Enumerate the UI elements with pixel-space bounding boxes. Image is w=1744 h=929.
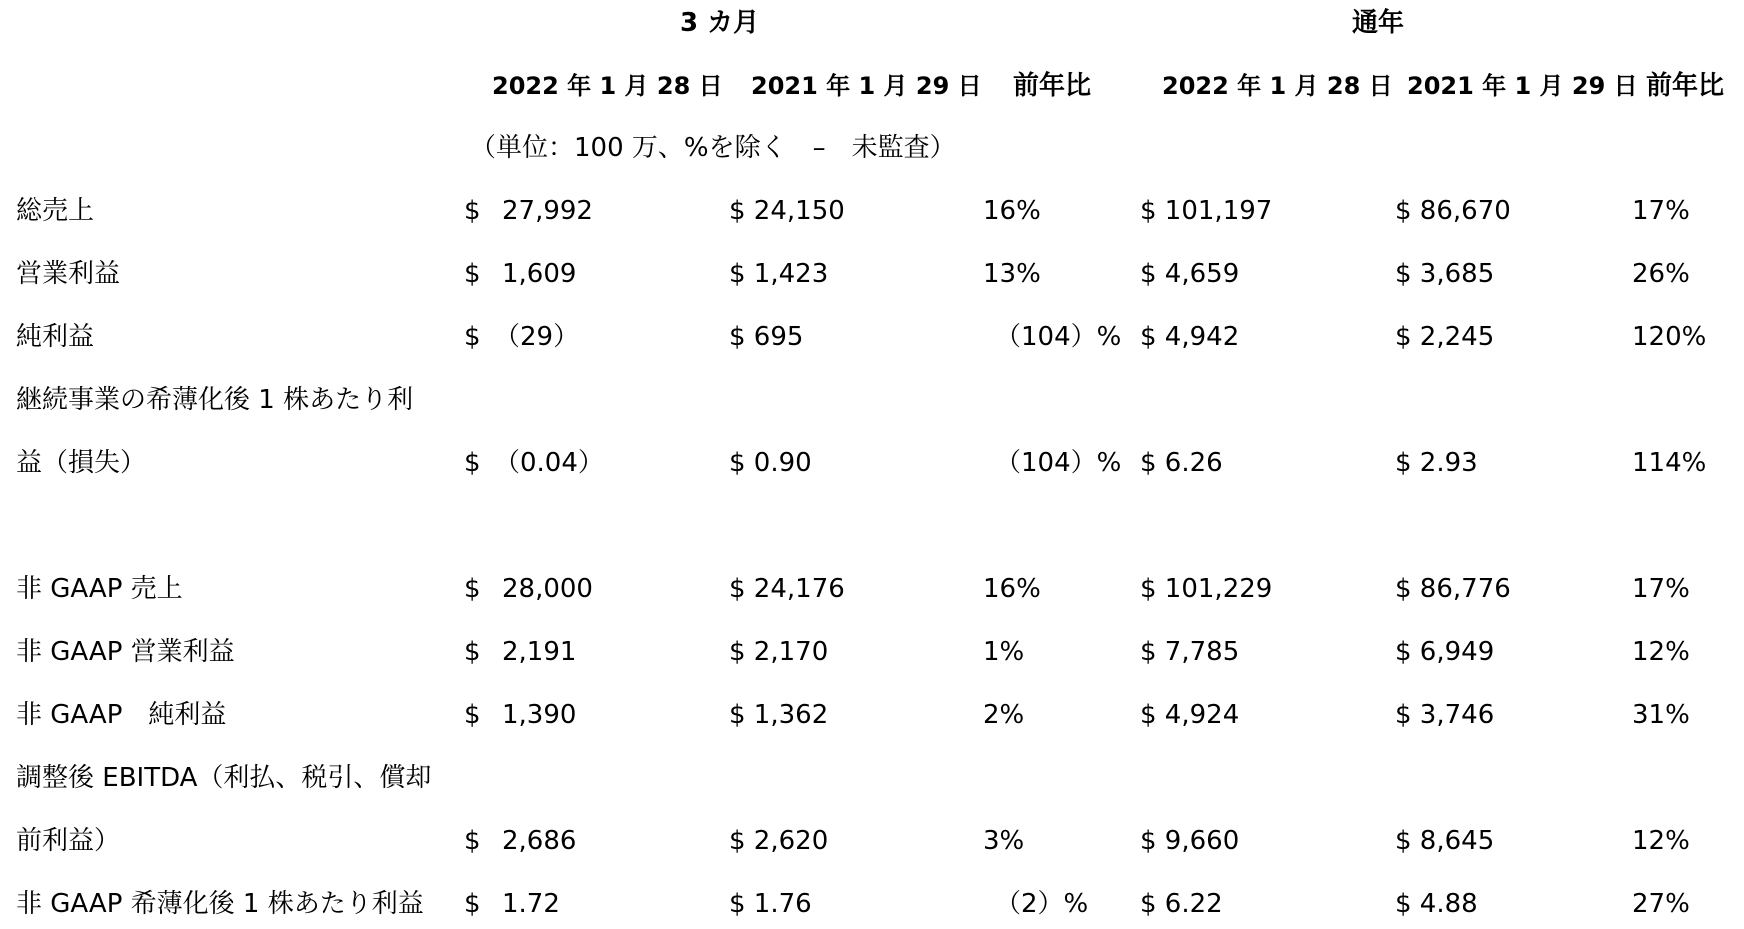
cell-q-2021: $ 2,170 [729,637,829,667]
cell-fy-2021: $ 2,245 [1395,322,1495,352]
dollar-sign: $ [464,448,481,478]
cell-q-yoy: 13% [983,259,1041,289]
unit-note: （単位：100 万、%を除く – 未監査） [470,133,956,163]
column-header-fy-2022: 2022 年 1 月 28 日 [1162,72,1393,100]
cell-fy-2021: $ 8,645 [1395,826,1495,856]
cell-fy-2022: $ 6.26 [1140,448,1223,478]
cell-fy-2022: $ 9,660 [1140,826,1240,856]
dollar-sign: $ [464,889,481,919]
cell-q-yoy: 16% [983,574,1041,604]
cell-fy-yoy: 31% [1632,700,1690,730]
group-header-full-year: 通年 [1352,8,1405,38]
cell-q-2022: （29） [494,322,580,352]
cell-q-2021: $ 1,423 [729,259,829,289]
cell-q-2021: $ 0.90 [729,448,812,478]
row-label: 非 GAAP 売上 [16,574,183,604]
cell-q-2021: $ 2,620 [729,826,829,856]
cell-q-yoy: （2）% [995,889,1089,919]
cell-q-2022: 27,992 [502,196,593,226]
cell-fy-yoy: 120% [1632,322,1707,352]
cell-fy-2022: $ 4,942 [1140,322,1240,352]
cell-fy-2021: $ 3,685 [1395,259,1495,289]
dollar-sign: $ [464,637,481,667]
cell-fy-yoy: 26% [1632,259,1690,289]
cell-q-2022: 1,609 [502,259,577,289]
dollar-sign: $ [464,700,481,730]
cell-q-2021: $ 24,150 [729,196,845,226]
cell-q-2022: 28,000 [502,574,593,604]
cell-fy-yoy: 12% [1632,637,1690,667]
column-header-q-2021: 2021 年 1 月 29 日 [751,72,982,100]
cell-q-2022: 2,686 [502,826,577,856]
cell-q-2022: （0.04） [494,448,604,478]
cell-q-yoy: （104）% [995,322,1122,352]
row-label: 継続事業の希薄化後 1 株あたり利 [16,385,414,415]
cell-q-2022: 1,390 [502,700,577,730]
cell-q-2021: $ 24,176 [729,574,845,604]
dollar-sign: $ [464,259,481,289]
column-header-fy-yoy: 前年比 [1646,71,1725,101]
row-label-continued: 前利益） [16,826,121,856]
dollar-sign: $ [464,196,481,226]
row-label: 総売上 [16,196,95,226]
cell-q-2022: 2,191 [502,637,577,667]
row-label: 非 GAAP 純利益 [16,700,227,730]
cell-fy-2022: $ 101,197 [1140,196,1273,226]
group-header-3-months: 3 カ月 [680,8,760,38]
cell-fy-2022: $ 101,229 [1140,574,1273,604]
row-label: 営業利益 [16,259,121,289]
row-label-continued: 益（損失） [16,448,147,478]
row-label: 非 GAAP 希薄化後 1 株あたり利益 [16,889,424,919]
dollar-sign: $ [464,574,481,604]
cell-q-2021: $ 695 [729,322,804,352]
column-header-q-yoy: 前年比 [1013,71,1092,101]
cell-fy-2022: $ 6.22 [1140,889,1223,919]
dollar-sign: $ [464,322,481,352]
cell-q-yoy: 1% [983,637,1025,667]
cell-fy-2022: $ 7,785 [1140,637,1240,667]
cell-fy-yoy: 27% [1632,889,1690,919]
column-header-fy-2021: 2021 年 1 月 29 日 [1407,72,1638,100]
cell-fy-2021: $ 2.93 [1395,448,1478,478]
cell-q-yoy: 16% [983,196,1041,226]
row-label: 調整後 EBITDA（利払、税引、償却 [16,763,432,793]
cell-fy-2021: $ 86,776 [1395,574,1511,604]
row-label: 非 GAAP 営業利益 [16,637,235,667]
cell-fy-2021: $ 4.88 [1395,889,1478,919]
cell-fy-yoy: 17% [1632,196,1690,226]
cell-fy-yoy: 12% [1632,826,1690,856]
row-label: 純利益 [16,322,95,352]
dollar-sign: $ [464,826,481,856]
cell-fy-2021: $ 3,746 [1395,700,1495,730]
cell-q-2021: $ 1,362 [729,700,829,730]
cell-fy-2022: $ 4,659 [1140,259,1240,289]
cell-fy-yoy: 114% [1632,448,1707,478]
cell-q-2022: 1.72 [502,889,560,919]
cell-fy-2022: $ 4,924 [1140,700,1240,730]
cell-q-yoy: （104）% [995,448,1122,478]
cell-q-yoy: 2% [983,700,1025,730]
cell-fy-2021: $ 86,670 [1395,196,1511,226]
column-header-q-2022: 2022 年 1 月 28 日 [492,72,723,100]
cell-q-2021: $ 1.76 [729,889,812,919]
cell-fy-2021: $ 6,949 [1395,637,1495,667]
cell-q-yoy: 3% [983,826,1025,856]
cell-fy-yoy: 17% [1632,574,1690,604]
